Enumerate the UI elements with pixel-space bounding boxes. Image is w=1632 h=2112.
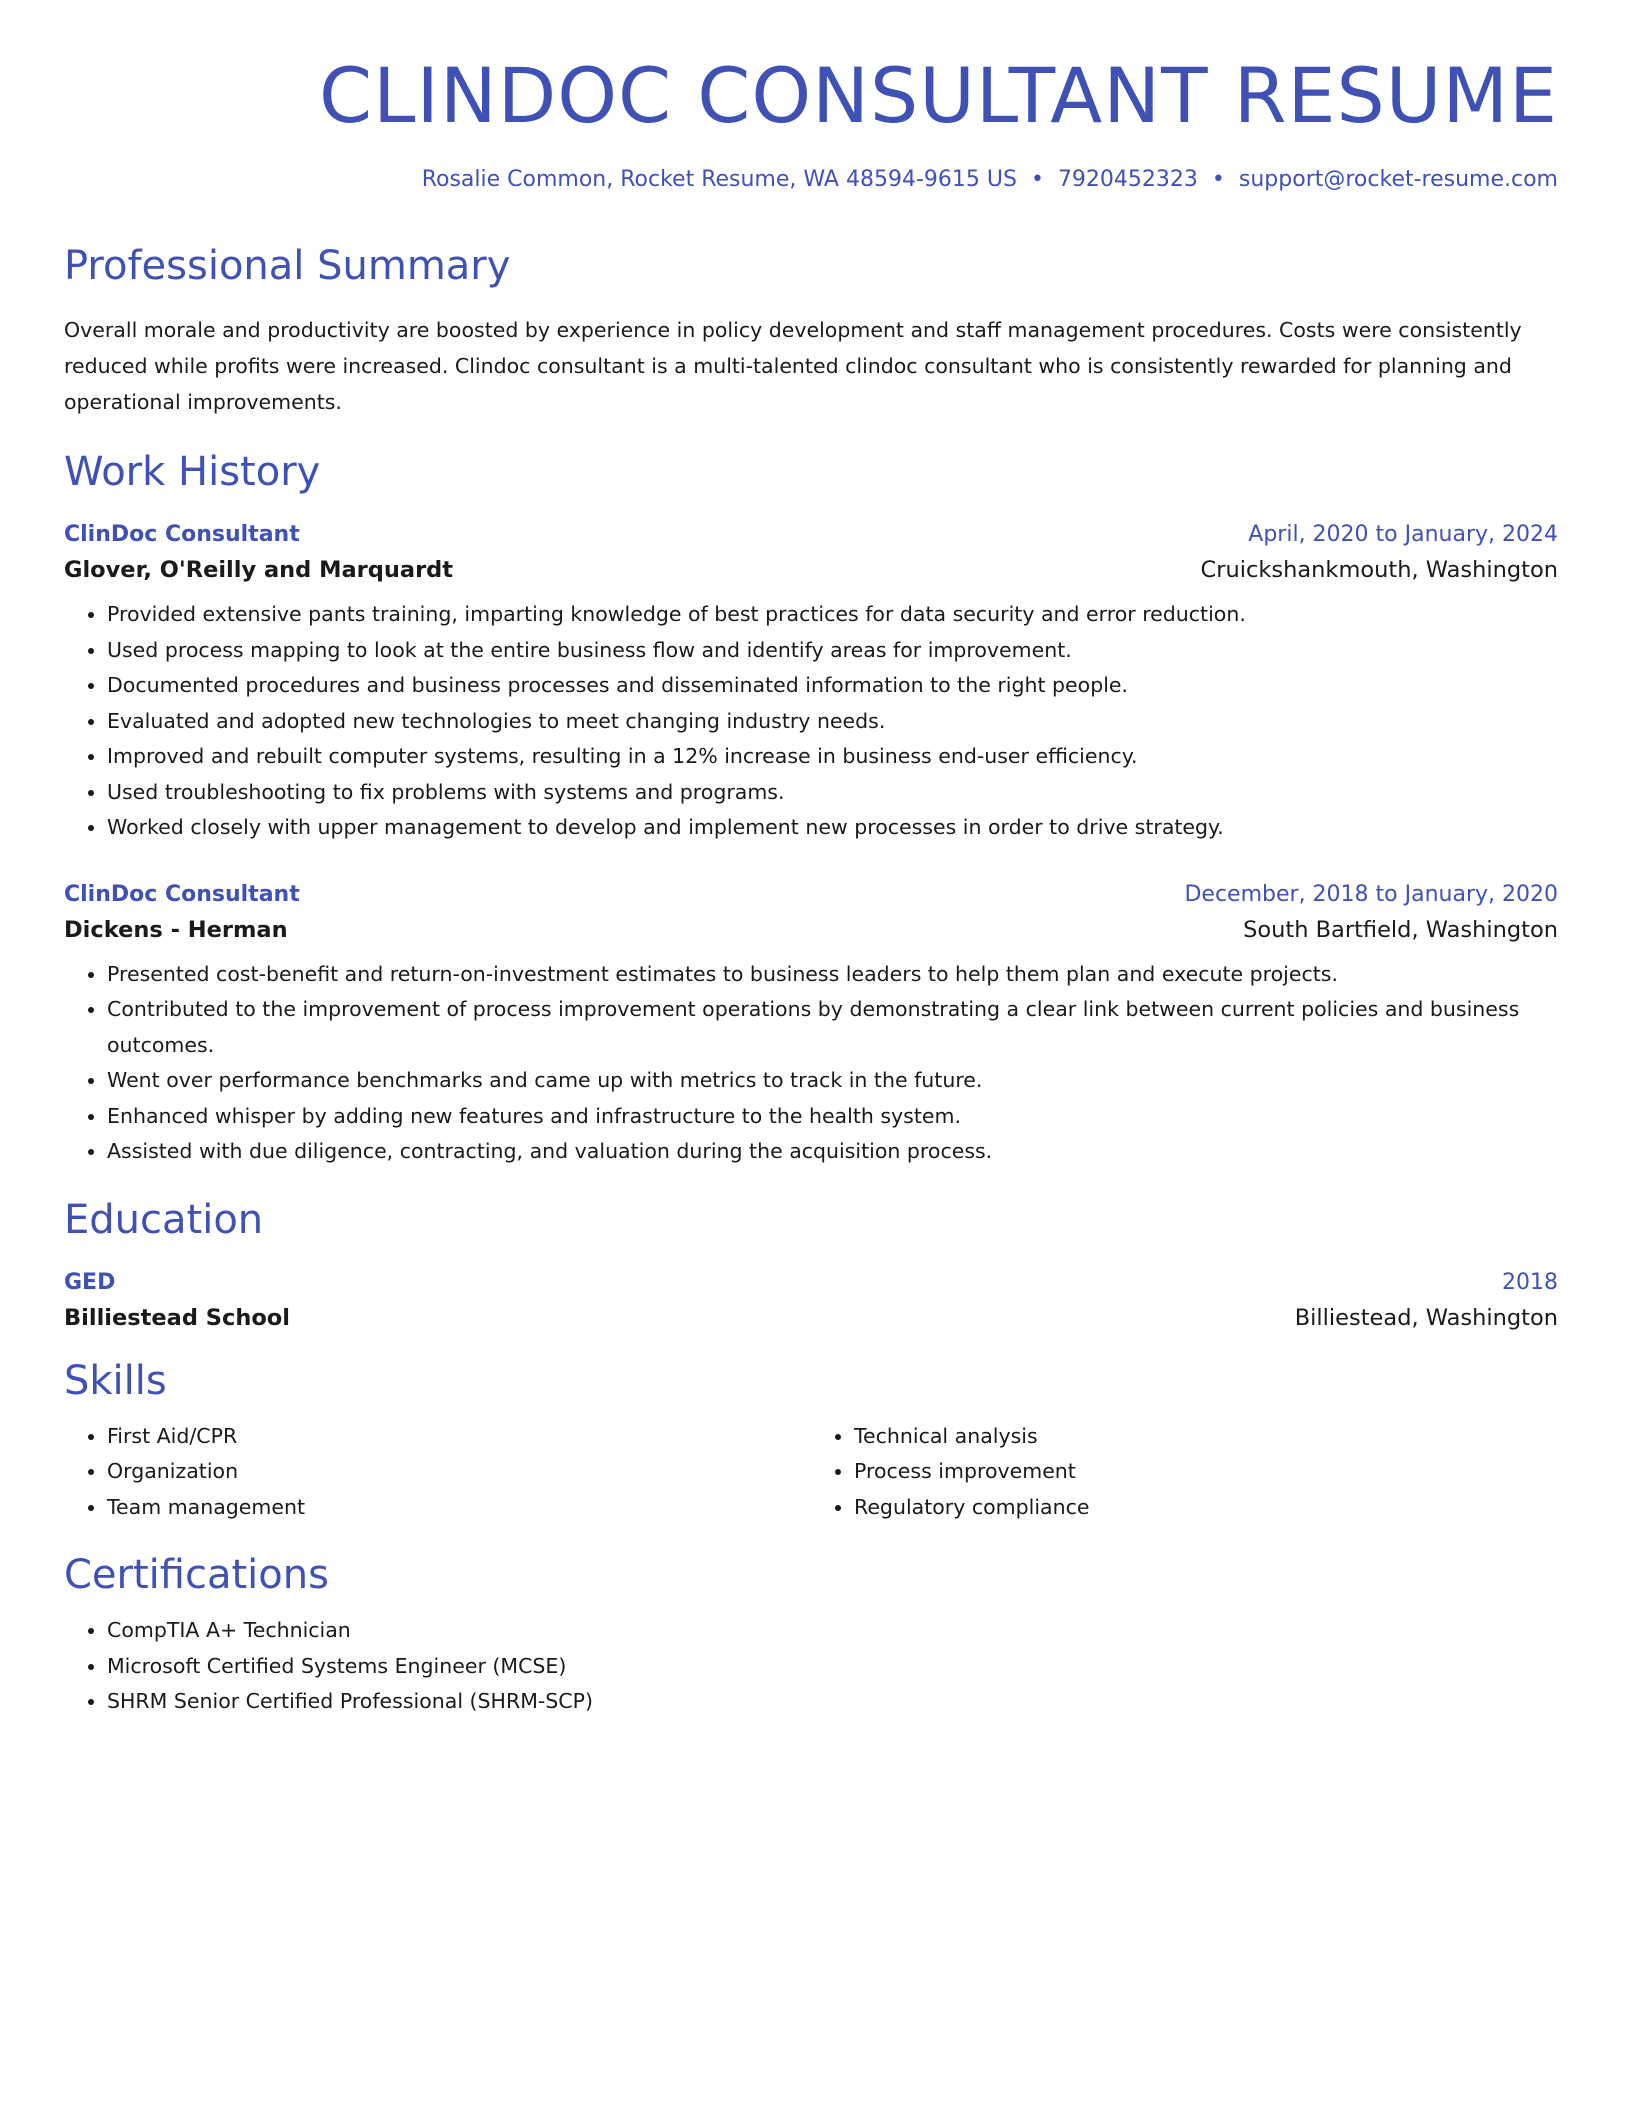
job-bullet: • Used process mapping to look at the entire business flow and identify areas for improvement. [107, 633, 1558, 669]
job-title-row [64, 882, 1558, 907]
job-company-row [64, 557, 1558, 583]
job-title-row [64, 522, 1558, 547]
job-entry [64, 882, 1558, 1170]
job-company: Glover, O'Reilly and Marquardt [64, 557, 454, 584]
professional-summary-section [64, 242, 1558, 420]
skill-item: • Organization [107, 1454, 811, 1490]
summary-text: Overall morale and productivity are boosted by experience in policy development and staff management procedures. Costs were consistently reduced while profits were increased. Clindoc consultant is a multi-talented clindoc consultant who is consistently rewarded for planning and operational improvements. [64, 318, 1522, 415]
job-bullet: • Evaluated and adopted new technologies to meet changing industry needs. [107, 704, 1558, 740]
job-bullet: • Assisted with due diligence, contracting, and valuation during the acquisition process. [107, 1134, 1558, 1170]
education-section [64, 1196, 1558, 1331]
contact-address: Rosalie Common, Rocket Resume, WA 48594-9615 US [421, 167, 1017, 193]
education-degree: GED [64, 1269, 116, 1295]
job-dates: April, 2020 to January, 2024 [1248, 522, 1558, 548]
certification-item: • CompTIA A+ Technician [107, 1613, 1558, 1649]
job-location: Cruickshankmouth, Washington [1200, 557, 1558, 584]
certification-item: • Microsoft Certified Systems Engineer (MCSE) [107, 1649, 1558, 1685]
education-year: 2018 [1502, 1269, 1558, 1295]
job-bullet: • Documented procedures and business processes and disseminated information to the right people. [107, 668, 1558, 704]
skill-item: • Regulatory compliance [854, 1490, 1558, 1526]
section-heading-summary: Professional Summary [64, 243, 511, 290]
job-company: Dickens - Herman [64, 916, 288, 943]
skill-item: • Process improvement [854, 1454, 1558, 1490]
job-bullet: • Improved and rebuilt computer systems, resulting in a 12% increase in business end-user efficiency. [107, 739, 1558, 775]
job-dates: December, 2018 to January, 2020 [1184, 881, 1558, 907]
job-bullet: • Went over performance benchmarks and came up with metrics to track in the future. [107, 1063, 1558, 1099]
job-bullet: • Presented cost-benefit and return-on-investment estimates to business leaders to help them plan and execute projects. [107, 957, 1558, 993]
job-title: ClinDoc Consultant [64, 522, 300, 548]
skills-grid [64, 1419, 1558, 1526]
job-bullets [64, 957, 1558, 1170]
certifications-list [64, 1613, 1558, 1720]
contact-line [64, 167, 1558, 192]
contact-email: support@rocket-resume.com [1238, 167, 1558, 193]
education-location: Billiestead, Washington [1294, 1304, 1558, 1331]
certification-item: • SHRM Senior Certified Professional (SHRM-SCP) [107, 1684, 1558, 1720]
job-bullets [64, 597, 1558, 846]
education-entry [64, 1270, 1558, 1331]
job-bullet: • Provided extensive pants training, imparting knowledge of best practices for data security and error reduction. [107, 597, 1558, 633]
contact-separator: • [1030, 167, 1044, 193]
skills-list-left [64, 1419, 811, 1526]
section-heading-work: Work History [64, 449, 321, 496]
skill-item: • First Aid/CPR [107, 1419, 811, 1455]
job-bullet: • Used troubleshooting to fix problems with systems and programs. [107, 775, 1558, 811]
education-degree-row [64, 1270, 1558, 1295]
job-bullet: • Contributed to the improvement of process improvement operations by demonstrating a clear link between current policies and business outcomes. [107, 992, 1558, 1063]
job-location: South Bartfield, Washington [1243, 916, 1558, 943]
job-company-row [64, 917, 1558, 943]
skills-list-right [811, 1419, 1558, 1526]
education-school-row [64, 1305, 1558, 1331]
skill-item: • Team management [107, 1490, 811, 1526]
education-school: Billiestead School [64, 1304, 290, 1331]
job-bullet: • Enhanced whisper by adding new features and infrastructure to the health system. [107, 1099, 1558, 1135]
contact-phone: 7920452323 [1057, 167, 1198, 193]
section-heading-certifications: Certifications [64, 1552, 329, 1599]
contact-separator: • [1211, 167, 1225, 193]
job-bullet: • Worked closely with upper management to develop and implement new processes in order to drive strategy. [107, 810, 1558, 846]
work-history-section [64, 448, 1558, 1170]
resume-title: CLINDOC CONSULTANT RESUME [319, 51, 1558, 140]
job-entry [64, 522, 1558, 846]
job-title: ClinDoc Consultant [64, 881, 300, 907]
skill-item: • Technical analysis [854, 1419, 1558, 1455]
resume-header [64, 52, 1558, 192]
section-heading-skills: Skills [64, 1357, 167, 1404]
section-heading-education: Education [64, 1196, 264, 1243]
skills-section [64, 1357, 1558, 1526]
certifications-section [64, 1551, 1558, 1720]
